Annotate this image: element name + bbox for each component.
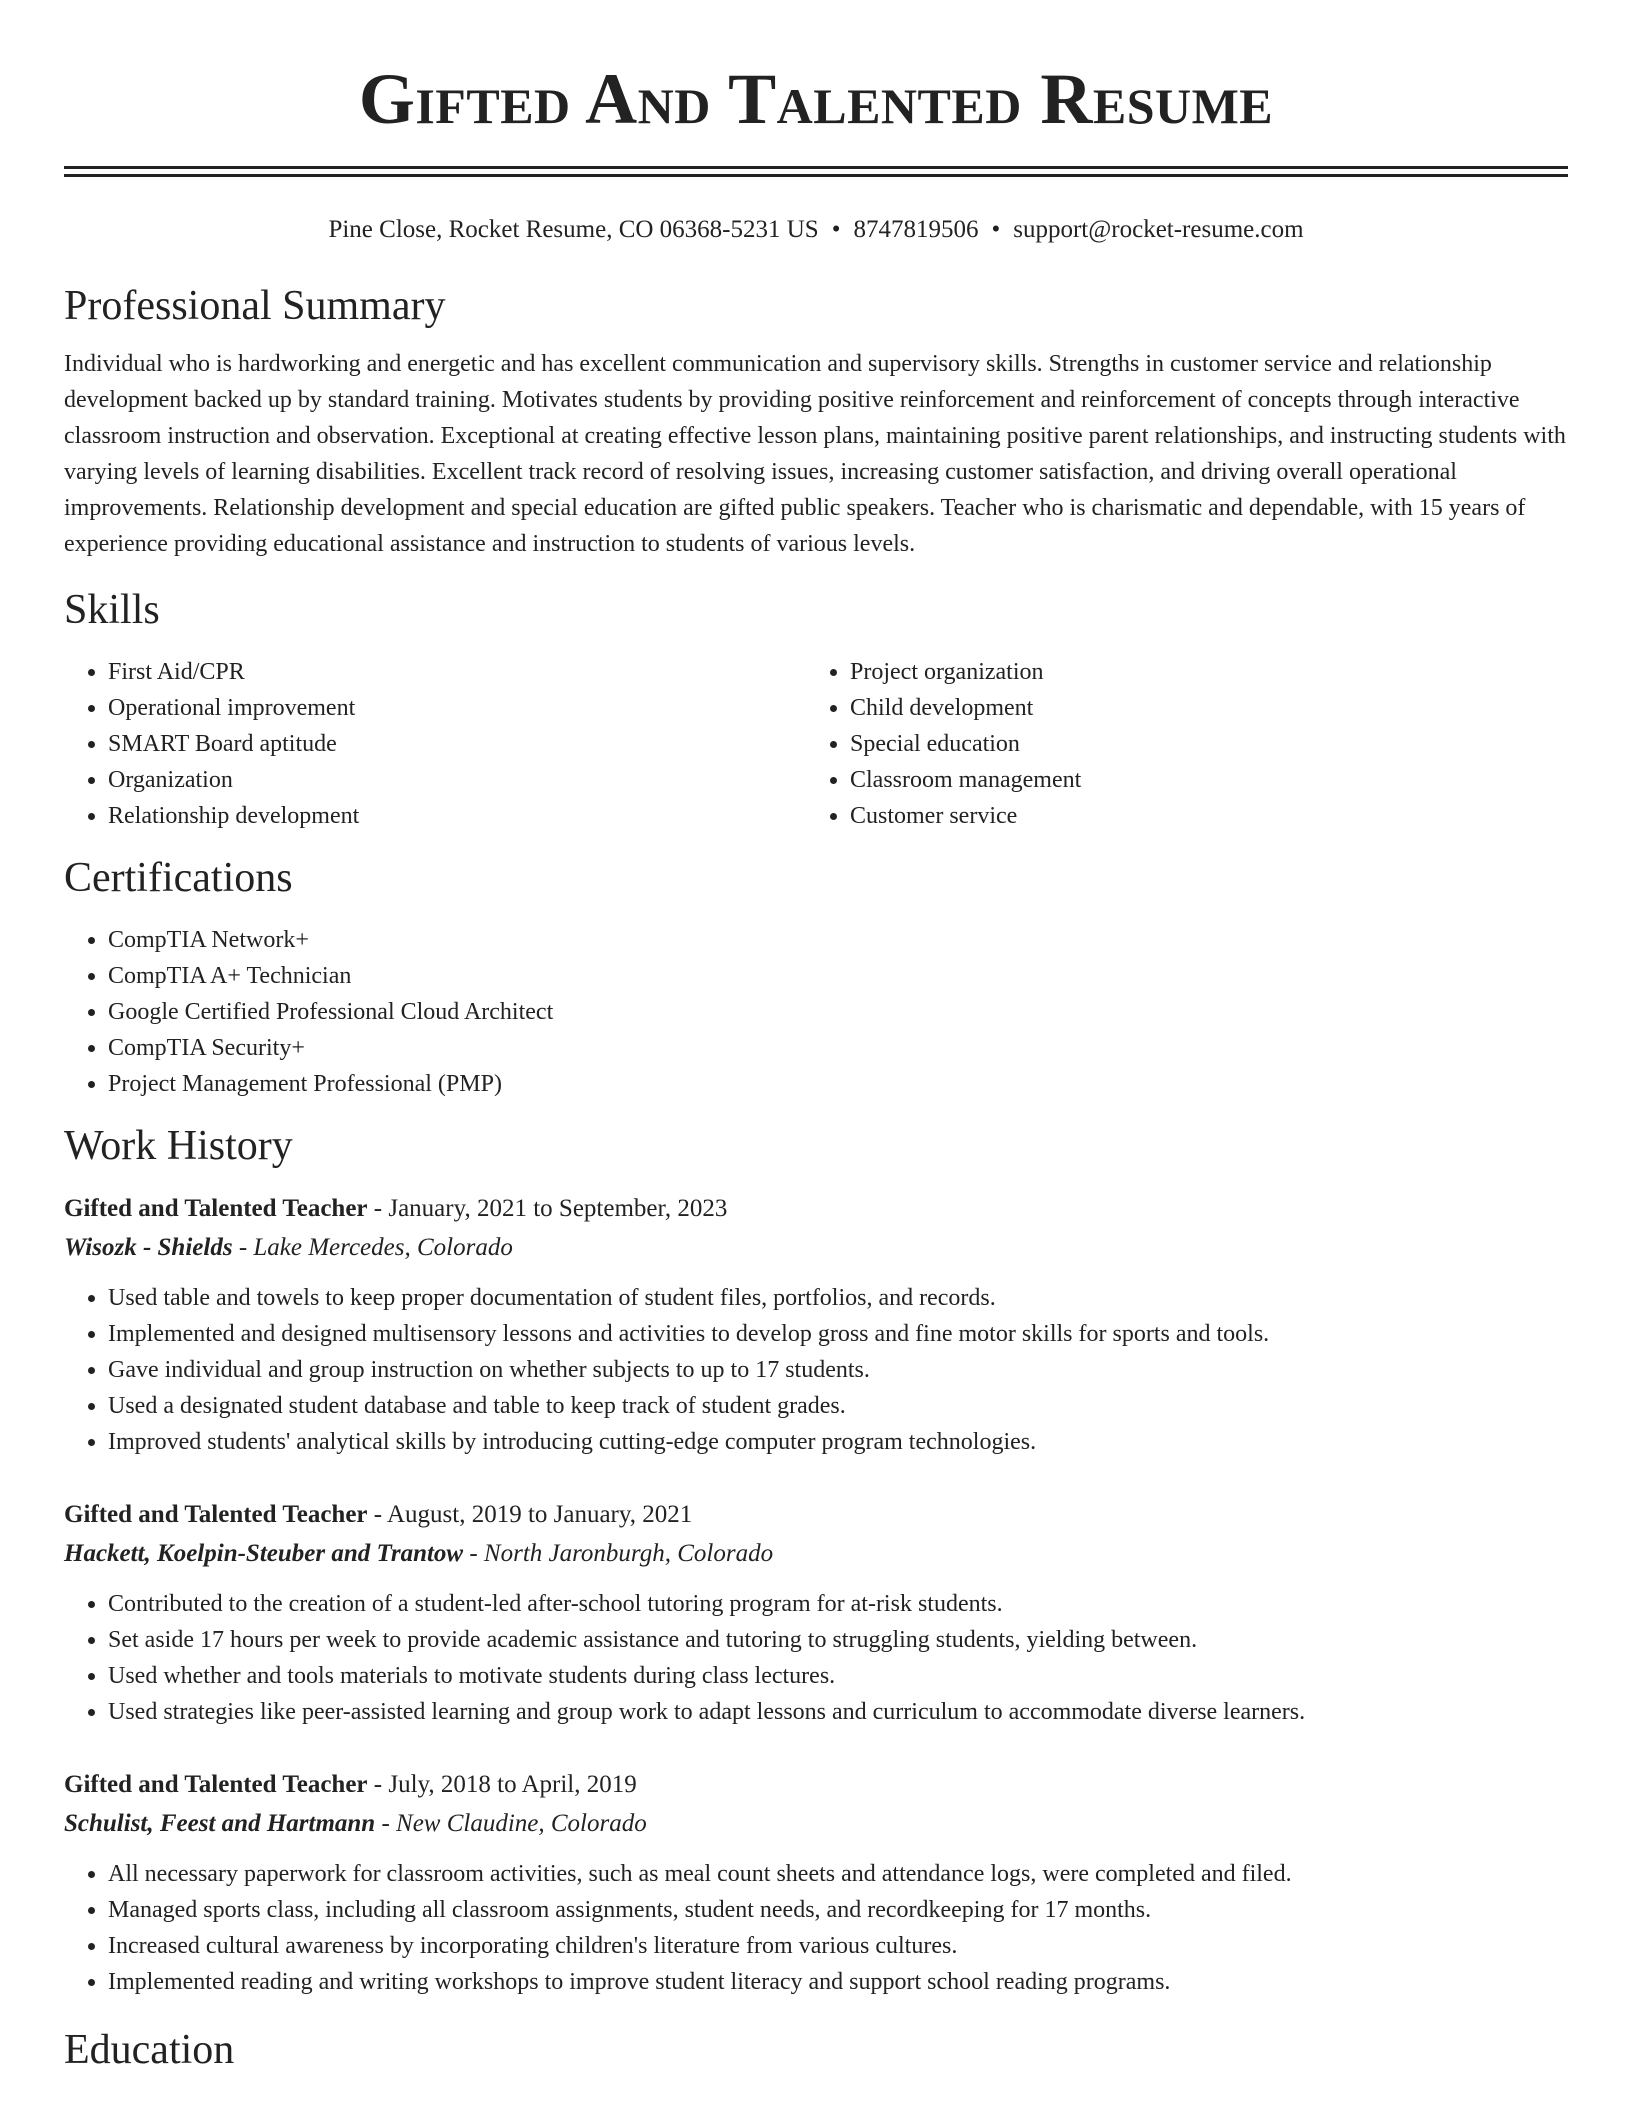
job-company-line	[64, 1228, 1568, 1268]
certification-item: • CompTIA Security+	[108, 1030, 1568, 1066]
job-title-line	[64, 1766, 1568, 1804]
skills-grid	[64, 654, 1568, 834]
job-title: Gifted and Talented Teacher	[64, 1195, 368, 1222]
job-entry	[64, 1190, 1568, 1460]
skills-column-right	[806, 654, 1548, 834]
skill-item: • Customer service	[850, 798, 1548, 834]
work-history-heading: Work History	[64, 1123, 293, 1169]
job-entry	[64, 1766, 1568, 2000]
skill-item: • Classroom management	[850, 762, 1548, 798]
job-duty-item: • Increased cultural awareness by incorporating children's literature from various cultures.	[108, 1928, 1568, 1964]
skills-list-left	[64, 654, 806, 834]
job-company-line	[64, 1534, 1568, 1574]
job-title: Gifted and Talented Teacher	[64, 1771, 368, 1798]
professional-summary-text: Individual who is hardworking and energetic and has excellent communication and supervisory skills. Strengths in customer service and relationship development backed up by standard training. Motivates students by providing positive reinforcement and reinforcement of concepts through interactive classroom instruction and observation. Exceptional at creating effective lesson plans, maintaining positive parent relationships, and instructing students with varying levels of learning disabilities. Excellent track record of resolving issues, increasing customer satisfaction, and driving overall operational improvements. Relationship development and special education are gifted public speakers. Teacher who is charismatic and dependable, with 15 years of experience providing educational assistance and instruction to students of various levels.	[64, 351, 1566, 557]
skill-item: • Child development	[850, 690, 1548, 726]
skills-column-left	[64, 654, 806, 834]
job-dates: - August, 2019 to January, 2021	[367, 1501, 693, 1528]
job-location: - New Claudine, Colorado	[375, 1810, 647, 1837]
job-duty-item: • Implemented reading and writing workshops to improve student literacy and support school reading programs.	[108, 1964, 1568, 2000]
skill-item: • Operational improvement	[108, 690, 806, 726]
job-company: Wisozk - Shields	[64, 1234, 233, 1261]
contact-address: Pine Close, Rocket Resume, CO 06368-5231 US	[328, 216, 819, 243]
job-duties-list	[64, 1856, 1568, 2000]
job-company-line	[64, 1804, 1568, 1844]
job-duty-item: • Used strategies like peer-assisted learning and group work to adapt lessons and curriculum to accommodate diverse learners.	[108, 1694, 1568, 1730]
job-duty-item: • Used whether and tools materials to motivate students during class lectures.	[108, 1658, 1568, 1694]
job-title-line	[64, 1496, 1568, 1534]
job-duties-list	[64, 1280, 1568, 1460]
skill-item: • First Aid/CPR	[108, 654, 806, 690]
job-title: Gifted and Talented Teacher	[64, 1501, 368, 1528]
job-title-line	[64, 1190, 1568, 1228]
certifications-heading: Certifications	[64, 855, 293, 901]
job-company: Schulist, Feest and Hartmann	[64, 1810, 376, 1837]
contact-separator: •	[831, 216, 841, 243]
skill-item: • Special education	[850, 726, 1548, 762]
contact-phone: 8747819506	[853, 216, 979, 243]
job-duty-item: • Improved students' analytical skills by introducing cutting-edge computer program technologies.	[108, 1424, 1568, 1460]
job-duty-item: • Implemented and designed multisensory lessons and activities to develop gross and fine motor skills for sports and tools.	[108, 1316, 1568, 1352]
certifications-list	[64, 922, 1568, 1102]
job-duty-item: • Set aside 17 hours per week to provide academic assistance and tutoring to struggling students, yielding between.	[108, 1622, 1568, 1658]
job-duty-item: • Gave individual and group instruction on whether subjects to up to 17 students.	[108, 1352, 1568, 1388]
job-dates: - January, 2021 to September, 2023	[367, 1195, 728, 1222]
certification-item: • Google Certified Professional Cloud Architect	[108, 994, 1568, 1030]
job-duty-item: • All necessary paperwork for classroom activities, such as meal count sheets and attendance logs, were completed and filed.	[108, 1856, 1568, 1892]
skill-item: • SMART Board aptitude	[108, 726, 806, 762]
certification-item: • CompTIA Network+	[108, 922, 1568, 958]
contact-separator: •	[991, 216, 1001, 243]
title-double-rule	[64, 166, 1568, 177]
job-dates: - July, 2018 to April, 2019	[367, 1771, 637, 1798]
job-location: - Lake Mercedes, Colorado	[232, 1234, 513, 1261]
job-duty-item: • Used table and towels to keep proper documentation of student files, portfolios, and records.	[108, 1280, 1568, 1316]
education-heading: Education	[64, 2027, 235, 2073]
skill-item: • Project organization	[850, 654, 1548, 690]
skill-item: • Relationship development	[108, 798, 806, 834]
resume-title: Gifted And Talented Resume	[358, 59, 1274, 139]
contact-email: support@rocket-resume.com	[1013, 216, 1304, 243]
skills-list-right	[806, 654, 1548, 834]
job-location: - North Jaronburgh, Colorado	[463, 1540, 774, 1567]
contact-line	[64, 214, 1568, 246]
professional-summary-heading: Professional Summary	[64, 283, 446, 329]
skills-heading: Skills	[64, 587, 160, 633]
job-duty-item: • Contributed to the creation of a student-led after-school tutoring program for at-risk students.	[108, 1586, 1568, 1622]
certification-item: • CompTIA A+ Technician	[108, 958, 1568, 994]
job-duties-list	[64, 1586, 1568, 1730]
skill-item: • Organization	[108, 762, 806, 798]
certification-item: • Project Management Professional (PMP)	[108, 1066, 1568, 1102]
job-entry	[64, 1496, 1568, 1730]
job-duty-item: • Used a designated student database and table to keep track of student grades.	[108, 1388, 1568, 1424]
job-company: Hackett, Koelpin-Steuber and Trantow	[64, 1540, 464, 1567]
job-duty-item: • Managed sports class, including all classroom assignments, student needs, and recordkeeping for 17 months.	[108, 1892, 1568, 1928]
